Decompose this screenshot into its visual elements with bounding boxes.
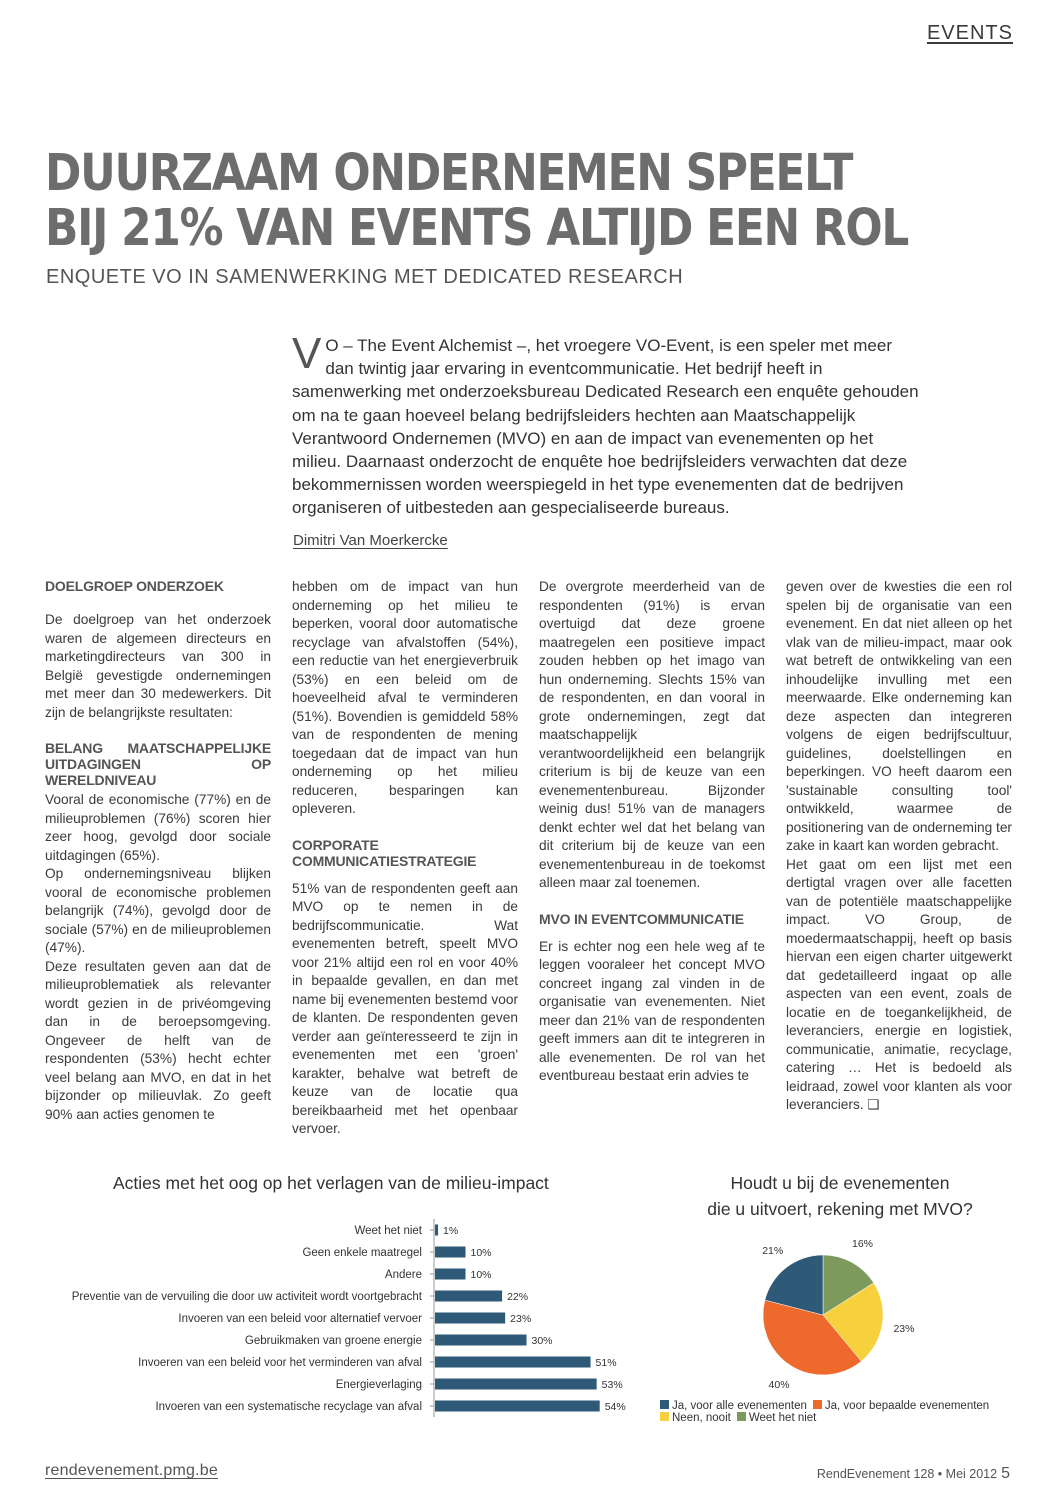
heading-doelgroep: DOELGROEP ONDERZOEK (45, 578, 224, 594)
legend-item (660, 1400, 807, 1412)
article-subtitle: ENQUETE VO IN SAMENWERKING MET DEDICATED RESEARCH (46, 266, 684, 288)
bar (435, 1225, 438, 1236)
bar-value-label: 53% (601, 1379, 623, 1391)
legend-label: Weet het niet (748, 1412, 817, 1424)
heading-corporate: CORPORATE COMMUNICATIESTRATEGIE (292, 836, 477, 869)
paragraph: 51% van de respondenten geeft aan MVO op te nemen in de bedrijfscommunicatie. Wat evenementen betreft, speelt MVO voor 21% altijd een rol en voor 40% in bepaalde gevallen, en dan met name bij evenementen bestemd voor de klanten. De respondenten geven verder aan geïnteresseerd te zijn in evenementen met een 'groen' karakter, behalve wat betreft de keuze van de locatie qua bereikbaarheid met het openbaar vervoer. (292, 880, 518, 1136)
pie-value-label: 21% (762, 1245, 784, 1258)
bar-value-label: 30% (531, 1335, 553, 1347)
bar-category-label: Invoeren van een beleid voor alternatief vervoer (178, 1313, 422, 1325)
pie-legend (660, 1400, 1020, 1424)
bar-category-label: Invoeren van een systematische recyclage van afval (155, 1401, 422, 1413)
article-title (45, 144, 909, 258)
bar-category-label: Invoeren van een beleid voor het verminderen van afval (138, 1357, 422, 1369)
legend-label: Neen, nooit (672, 1412, 731, 1424)
pie-chart-title (660, 1170, 1020, 1222)
bar-category-label: Andere (384, 1269, 422, 1281)
section-tag[interactable]: EVENTS (926, 22, 1013, 44)
column-1 (45, 578, 271, 1124)
bar (435, 1379, 597, 1390)
issue-label: RendEvenement 128 • Mei 2012 (816, 1467, 998, 1481)
paragraph: Deze resultaten geven aan dat de milieuproblematiek als relevanter wordt gezien in de privéomgeving dan in de beroepsomgeving. Ongeveer de helft van de respondenten (53%) hecht echter veel belang aan MVO, en dat in het bijzonder op milieuvlak. Zo geeft 90% aan acties genomen te (45, 958, 271, 1122)
pie-chart (640, 1225, 1040, 1415)
legend-swatch (660, 1400, 669, 1409)
footer-issue (817, 1465, 1010, 1483)
title-line-2: BIJ 21% VAN EVENTS ALTIJD EEN ROL (45, 199, 909, 258)
paragraph: De overgrote meerderheid van de respondenten (91%) is ervan overtuigd dat deze groene maatregelen een positieve impact zouden hebben op het imago van hun onderneming. Slechts 15% van de respondenten, en dan vooral in grote ondernemingen, zegt dat maatschappelijk verantwoordelijkheid een belangrijk criterium is bij de keuze van een evenementenbureau. Bijzonder weinig dus! 51% van de managers denkt echter wel dat het belang van dit criterium bij de keuze van een evenementenbureau in de toekomst alleen maar zal toenemen. (539, 579, 765, 890)
legend-label: Ja, voor bepaalde evenementen (824, 1400, 990, 1412)
intro-text: O – The Event Alchemist –, het vroegere VO-Event, is een speler met meer dan twintig jaar ervaring in eventcommunicatie. Het bedrijf heeft in samenwerking met onderzoeksbureau Dedicated Research een enquête gehouden om na te gaan hoeveel belang bedrijfsleiders hechten aan Maatschappelijk Verantwoord Ondernemen (MVO) en aan de impact van evenementen op het milieu. Daarnaast onderzocht de enquête hoe bedrijfsleiders verwachten dat deze bekommernissen worden weerspiegeld in het type evenementen dat de bedrijven organiseren of uitbesteden aan gespecialiseerde bureaus. (292, 336, 919, 518)
bar-value-label: 51% (595, 1357, 617, 1369)
bar (435, 1357, 591, 1368)
bar-value-label: 54% (604, 1401, 626, 1413)
bar (435, 1247, 466, 1258)
bar (435, 1313, 505, 1324)
intro-paragraph (292, 329, 920, 520)
bar-category-label: Preventie van de vervuiling die door uw activiteit wordt voortgebracht (71, 1291, 422, 1303)
paragraph: geven over de kwesties die een rol spelen bij de organisatie van een evenement. En dat niet alleen op het vlak van de milieu-impact, maar ook wat betreft de ontwikkeling van een inhoudelijke invulling met een meerwaarde. Elke onderneming kan deze aspecten dan integreren volgens de eigen bedrijfscultuur, guidelines, doelstellingen en beperkingen. VO heeft daarom een 'sustainable consulting tool' ontwikkeld, waarmee de positionering van de onderneming ter zake in kaart kan worden gebracht. (786, 579, 1012, 853)
legend-swatch (813, 1400, 822, 1409)
bar (435, 1291, 502, 1302)
bar-value-label: 22% (507, 1291, 529, 1303)
pie-value-label: 40% (768, 1379, 790, 1392)
paragraph: De doelgroep van het onderzoek waren de algemeen directeurs en marketingdirecteurs van 300 in België gevestigde ondernemingen met meer dan 30 medewerkers. Dit zijn de belangrijkste resultaten: (45, 612, 271, 720)
column-2 (292, 578, 518, 1139)
paragraph: Op ondernemingsniveau blijken vooral de economische problemen belangrijk (74%), gevolgd door de sociale (57%) en de milieuproblemen (47%). (45, 866, 271, 955)
legend-item (660, 1412, 731, 1424)
bar-value-label: 23% (510, 1313, 532, 1325)
title-line-1: DUURZAAM ONDERNEMEN SPEELT (45, 144, 853, 203)
pie-value-label: 16% (851, 1238, 874, 1251)
bar-value-label: 10% (470, 1269, 492, 1281)
heading-belang: BELANG MAATSCHAPPELIJKE UITDAGINGEN OP WERELDNIVEAU (45, 740, 271, 788)
legend-label: Ja, voor alle evenementen (672, 1400, 807, 1412)
pie-title-line-1: Houdt u bij de evenementen (730, 1173, 950, 1193)
paragraph: hebben om de impact van hun onderneming op het milieu te beperken, vooral door automatische recyclage van afvalstoffen (54%), een reductie van het energieverbruik (53%) en een beleid om de hoeveelheid afval te verminderen (51%). Bovendien is gemiddeld 58% van de respondenten de mening toegedaan dat de impact van hun onderneming op het milieu reduceren, besparingen kan opleveren. (292, 579, 518, 816)
bar-chart-title: Acties met het oog op het verlagen van de milieu-impact (113, 1173, 549, 1193)
legend-item (813, 1400, 989, 1412)
column-4 (786, 578, 1012, 1115)
dropcap: V (292, 329, 322, 378)
bar (435, 1401, 600, 1412)
legend-item (737, 1412, 817, 1424)
bar-category-label: Weet het niet (354, 1225, 422, 1237)
legend-swatch (660, 1412, 669, 1421)
legend-swatch (737, 1412, 746, 1421)
bar (435, 1335, 527, 1346)
bar (435, 1269, 466, 1280)
pie-title-line-2: die u uitvoert, rekening met MVO? (707, 1199, 973, 1219)
paragraph: Er is echter nog een hele weg af te leggen vooraleer het concept MVO concreet ingang zal vinden in de organisatie van evenementen. Niet meer dan 21% van de respondenten geeft immers aan dit te integreren in alle evenementen. De rol van het eventbureau bestaat erin advies te (539, 938, 765, 1083)
paragraph: Het gaat om een lijst met een dertigtal vragen over alle facetten van de potentiële maatschappelijke impact. VO Group, de moedermaatschappij, heeft op basis hiervan een eigen charter uitgewerkt dat gedetailleerd ingaat op alle aspecten van een event, zoals de locatie en de toegankelijkheid, de leveranciers, energie en logistiek, communicatie, animatie, recyclage, catering … Het is bedoeld als leidraad, zowel voor klanten als voor leveranciers. ❑ (786, 856, 1012, 1112)
bar-category-label: Gebruikmaken van groene energie (244, 1335, 422, 1347)
bar-chart (40, 1215, 660, 1425)
author-link[interactable]: Dimitri Van Moerkercke (293, 532, 448, 549)
heading-mvo: MVO IN EVENTCOMMUNICATIE (539, 910, 744, 927)
pie-value-label: 23% (893, 1322, 915, 1335)
page-number: 5 (1001, 1465, 1010, 1482)
bar-category-label: Energieverlaging (335, 1379, 422, 1391)
paragraph: Vooral de economische (77%) en de milieuproblemen (76%) scoren hier zeer hoog, gevolgd door sociale uitdagingen (65%). (45, 792, 271, 863)
bar-category-label: Geen enkele maatregel (302, 1247, 422, 1259)
bar-value-label: 1% (443, 1225, 459, 1237)
bar-value-label: 10% (470, 1247, 492, 1259)
column-3 (539, 578, 765, 1086)
footer-site-link[interactable]: rendevenement.pmg.be (45, 1462, 218, 1479)
